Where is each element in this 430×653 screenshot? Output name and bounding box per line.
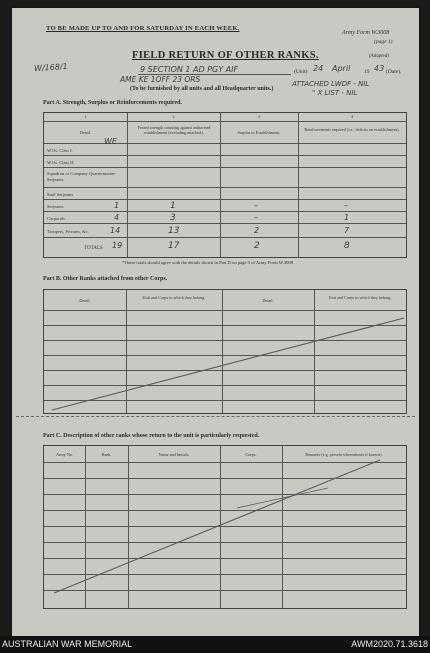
part-c-header-name: Name and Initials. [158, 452, 190, 457]
part-a-heading: Part A. Strength, Surplus or Reinforcements required. [43, 100, 182, 106]
col-number-2: 2 [172, 114, 175, 119]
handwritten-date-day: 24 [313, 64, 324, 73]
row-label-corporals: Corporals [47, 216, 65, 221]
nil-strike-lines [12, 8, 419, 636]
part-c-header-remarks: Remarks (e.g. present whereabouts if known). [305, 452, 383, 457]
total-posted: 17 [168, 241, 180, 251]
part-b-heading: Part B. Other Ranks attached from other Corps. [43, 276, 168, 282]
row-label-troopers: Troopers, Privates, &c. [47, 229, 89, 234]
handwritten-unit: 9 SECTION 1 AD PGY AIF [140, 65, 239, 74]
part-b-header-unit-1: Unit and Corps to which they belong. [142, 295, 206, 300]
col-number-4: 4 [350, 114, 354, 119]
row-label-wo-class-1: W.Os. Class I. [47, 148, 73, 153]
col-number-1: 1 [84, 114, 87, 119]
total-reinforcements: 8 [344, 241, 350, 251]
form-page: (page 1) [374, 39, 393, 45]
corporals-surplus: – [254, 213, 258, 222]
handwritten-date-month: April [332, 64, 351, 73]
row-label-cqms: Squadron or Company Quartermaster-Serjeants [47, 171, 117, 182]
footer-item-id: AWM2020.71.3618 [215, 636, 430, 653]
header-posted-strength: Posted strength counting against authorised establishment (excluding attached). [137, 125, 211, 135]
part-c-secondary-stroke [237, 488, 328, 508]
row-label-wo-class-2: W.Os. Class II. [47, 160, 75, 165]
part-b-header-detail-1: Detail. [79, 298, 91, 303]
handwritten-attached-note: ATTACHED LWDF - NIL [292, 80, 370, 88]
header-detail: Detail. [79, 130, 92, 135]
handwritten-strength-line: AME KE 1OFF 23 ORS [120, 75, 201, 84]
corporals-establishment: 4 [114, 213, 120, 222]
totals-label: TOTALS [84, 246, 103, 251]
instruction-text: TO BE MADE UP TO AND FOR SATURDAY IN EACH WEEK. [46, 25, 240, 32]
row-label-staff-serjeants: Staff Serjeants [47, 192, 74, 197]
troopers-establishment: 14 [110, 226, 121, 235]
part-c-header-rank: Rank. [101, 452, 112, 457]
part-c-header-army-no: Army No. [56, 452, 73, 457]
year-prefix: 19 [364, 69, 370, 75]
form-id: Army Form W.3008 [342, 30, 390, 36]
troopers-reinforcements: 7 [344, 226, 350, 235]
handwritten-reference: W/168/1 [33, 61, 68, 74]
form-title: FIELD RETURN OF OTHER RANKS. [132, 50, 319, 61]
col-number-3: 3 [257, 114, 261, 119]
handwritten-year: 43 [374, 64, 385, 73]
part-b-strike-line [52, 318, 404, 410]
unit-label: (Unit) [294, 69, 308, 75]
handwritten-we-mark: WE [104, 137, 117, 146]
form-subtitle: (To be furnished by all units and all Headquarter units.) [130, 86, 274, 92]
header-surplus: Surplus to Establishment. [237, 130, 281, 135]
part-c-header-corps: Corps. [245, 452, 257, 457]
serjeants-reinforcements: – [344, 201, 348, 210]
header-reinforcements: Reinforcements required (i.e., deficits on establishment). [304, 127, 400, 132]
part-b-header-detail-2: Detail. [262, 298, 274, 303]
serjeants-posted: 1 [170, 201, 176, 211]
total-surplus: 2 [254, 241, 260, 251]
part-a-footnote: *These totals should agree with the details shown in Part D on page 3 of Army Form W.3008. [122, 260, 295, 265]
handwritten-x-list-note: " X LIST - NIL [312, 89, 358, 97]
corporals-reinforcements: 1 [344, 213, 350, 222]
troopers-posted: 13 [168, 226, 180, 236]
total-establishment: 19 [112, 241, 123, 250]
adapted-label: (Adapted) [369, 54, 389, 59]
date-label: (Date). [386, 69, 402, 75]
footer-archive-name: AUSTRALIAN WAR MEMORIAL [0, 636, 217, 653]
row-label-serjeants: Serjeants [47, 204, 64, 209]
part-c-strike-line [54, 460, 380, 593]
form-sheet [12, 8, 419, 636]
troopers-surplus: 2 [254, 226, 260, 235]
serjeants-surplus: – [254, 201, 258, 210]
part-c-heading: Part C. Description of other ranks whose return to the unit is particularly requested. [43, 433, 260, 439]
part-b-header-unit-2: Unit and Corps to which they belong. [328, 295, 392, 300]
corporals-posted: 3 [170, 213, 176, 223]
serjeants-establishment: 1 [114, 201, 120, 210]
